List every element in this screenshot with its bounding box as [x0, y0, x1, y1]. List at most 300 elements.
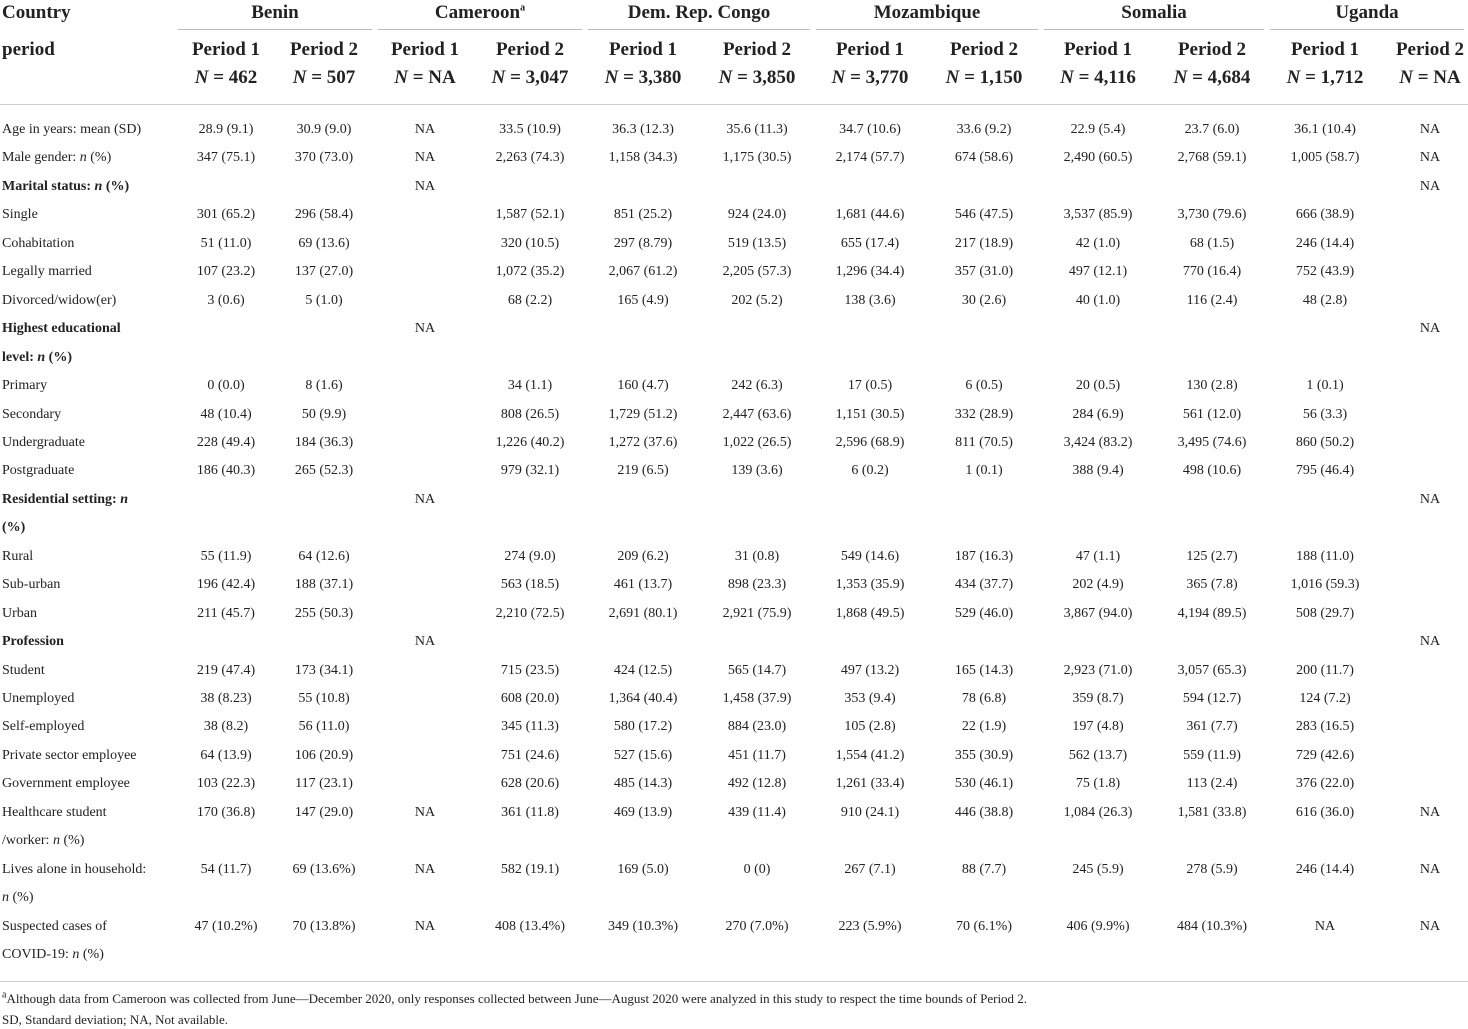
- table-cell: 2,768 (59.1): [1177, 150, 1247, 166]
- country-header: [376, 2, 584, 24]
- footnote-marker: a: [2, 989, 7, 1001]
- table-cell: 130 (2.8): [1186, 378, 1238, 394]
- table-cell: 64 (13.9): [200, 747, 252, 763]
- table-cell: 69 (13.6): [298, 235, 350, 251]
- table-cell: 2,596 (68.9): [835, 434, 905, 450]
- table-cell: 549 (14.6): [840, 548, 900, 564]
- country-header: [814, 2, 1040, 24]
- table-cell: 355 (30.9): [954, 747, 1014, 763]
- table-cell: 202 (5.2): [731, 292, 783, 308]
- table-cell: 674 (58.6): [954, 150, 1014, 166]
- table-cell: 188 (11.0): [1296, 548, 1354, 564]
- table-cell: NA: [414, 804, 436, 820]
- table-cell: 451 (11.7): [728, 747, 786, 763]
- table-cell: 580 (17.2): [613, 719, 673, 735]
- country-underline: [178, 29, 372, 30]
- table-cell: 34.7 (10.6): [839, 122, 901, 137]
- table-cell: NA: [414, 491, 436, 507]
- sample-size: N = 1,150: [945, 67, 1023, 88]
- table-cell: 147 (29.0): [294, 804, 354, 820]
- table-cell: 22.9 (5.4): [1070, 122, 1126, 137]
- table-cell: 353 (9.4): [844, 691, 896, 706]
- table-cell: 107 (23.2): [196, 264, 256, 280]
- country-name: Cameroon: [434, 2, 521, 23]
- table-cell: 297 (8.79): [613, 235, 673, 251]
- table-cell: 361 (11.8): [501, 804, 559, 820]
- table-cell: 170 (36.8): [196, 804, 256, 820]
- table-cell: 565 (14.7): [727, 662, 787, 678]
- table-cell: 22 (1.9): [961, 719, 1007, 735]
- table-cell: 33.5 (10.9): [499, 122, 561, 137]
- table-cell: 376 (22.0): [1295, 776, 1355, 792]
- table-cell: 2,067 (61.2): [608, 264, 678, 280]
- table-cell: 186 (40.3): [196, 463, 256, 479]
- table-cell: NA: [414, 861, 436, 877]
- table-cell: 1,084 (26.3): [1063, 804, 1133, 820]
- table-cell: 388 (9.4): [1072, 463, 1124, 479]
- table-cell: 38 (8.23): [200, 691, 252, 706]
- table-cell: NA: [414, 178, 436, 194]
- sample-size: N = 3,380: [604, 67, 682, 88]
- footnote-a: [2, 991, 1027, 1007]
- table-cell: 47 (1.1): [1075, 548, 1121, 564]
- table-cell: 530 (46.1): [954, 776, 1014, 792]
- row-label: Suspected cases of: [2, 918, 107, 934]
- country-underline: [378, 29, 582, 30]
- table-cell: 924 (24.0): [727, 207, 787, 223]
- table-cell: 1,868 (49.5): [835, 605, 905, 621]
- table-cell: 34 (1.1): [507, 378, 553, 394]
- table-cell: 219 (6.5): [617, 463, 669, 479]
- table-cell: 35.6 (11.3): [726, 122, 788, 137]
- table-cell: 5 (1.0): [305, 292, 343, 308]
- table-cell: 68 (1.5): [1189, 235, 1235, 251]
- table-cell: 75 (1.8): [1075, 776, 1121, 792]
- row-label: Single: [2, 207, 38, 223]
- table-cell: 3,730 (79.6): [1177, 207, 1247, 223]
- country-underline: [816, 29, 1038, 30]
- table-cell: 209 (6.2): [617, 548, 669, 564]
- table-cell: NA: [1419, 150, 1441, 166]
- sample-size: N = 1,712: [1286, 67, 1364, 88]
- table-cell: 1,364 (40.4): [608, 691, 678, 706]
- table-cell: 434 (37.7): [954, 577, 1014, 593]
- table-cell: 211 (45.7): [197, 605, 255, 621]
- table-cell: 770 (16.4): [1182, 264, 1242, 280]
- sample-size: N = 4,684: [1173, 67, 1251, 88]
- table-cell: 40 (1.0): [1075, 292, 1121, 308]
- table-cell: 42 (1.0): [1075, 235, 1121, 251]
- table-cell: 563 (18.5): [500, 577, 560, 593]
- table-cell: 2,447 (63.6): [722, 406, 792, 422]
- row-label: Government employee: [2, 776, 130, 792]
- table-cell: 78 (6.8): [961, 691, 1007, 706]
- table-cell: 1,005 (58.7): [1290, 150, 1360, 166]
- table-cell: 219 (47.4): [196, 662, 256, 678]
- table-cell: 860 (50.2): [1295, 434, 1355, 450]
- row-label: Undergraduate: [2, 434, 85, 450]
- table-cell: 408 (13.4%): [495, 918, 565, 934]
- row-label: Postgraduate: [2, 463, 75, 479]
- table-cell: 715 (23.5): [500, 662, 560, 678]
- table-cell: 2,210 (72.5): [495, 605, 565, 621]
- table-cell: 851 (25.2): [613, 207, 673, 223]
- row-label: Age in years: mean (SD): [2, 122, 142, 137]
- table-cell: 217 (18.9): [954, 235, 1014, 251]
- period-header: Period 2: [289, 39, 359, 60]
- table-cell: 519 (13.5): [727, 235, 787, 251]
- period-header: Period 1: [1063, 39, 1133, 60]
- row-label: Lives alone in household:: [2, 861, 147, 877]
- table-cell: 88 (7.7): [961, 861, 1007, 877]
- table-cell: 1,261 (33.4): [835, 776, 905, 792]
- table-cell: 1,729 (51.2): [608, 406, 678, 422]
- table-cell: 33.6 (9.2): [956, 122, 1012, 137]
- table-cell: 1 (0.1): [1306, 378, 1344, 394]
- table-cell: 808 (26.5): [500, 406, 560, 422]
- table-cell: 51 (11.0): [200, 235, 252, 251]
- table-cell: NA: [414, 918, 436, 934]
- table-cell: 54 (11.7): [200, 861, 252, 877]
- table-cell: 2,174 (57.7): [835, 150, 905, 166]
- table-cell: 546 (47.5): [954, 207, 1014, 223]
- table-cell: NA: [414, 321, 436, 337]
- period-header: Period 2: [949, 39, 1019, 60]
- country-underline: [588, 29, 810, 30]
- table-cell: 8 (1.6): [305, 378, 343, 394]
- table-cell: 55 (11.9): [200, 548, 252, 564]
- table-cell: 103 (22.3): [196, 776, 256, 792]
- table-cell: 485 (14.3): [613, 776, 673, 792]
- table-cell: 116 (2.4): [1186, 292, 1238, 308]
- table-cell: 117 (23.1): [295, 776, 353, 792]
- table-cell: 345 (11.3): [501, 719, 559, 735]
- row-label: Self-employed: [2, 719, 85, 735]
- table-cell: 169 (5.0): [617, 861, 669, 877]
- table-cell: NA: [1419, 321, 1441, 337]
- table-cell: 320 (10.5): [500, 235, 560, 251]
- footnote-abbreviations: SD, Standard deviation; NA, Not available.: [2, 1012, 229, 1027]
- table-cell: 628 (20.6): [500, 776, 560, 792]
- row-label: Rural: [2, 548, 34, 564]
- table-cell: 1,151 (30.5): [835, 406, 905, 422]
- table-cell: 529 (46.0): [954, 605, 1014, 621]
- table-cell: 124 (7.2): [1299, 691, 1351, 706]
- sample-size: N = 3,850: [718, 67, 796, 88]
- table-cell: 246 (14.4): [1295, 861, 1355, 877]
- period-header: Period 2: [495, 39, 565, 60]
- row-label: Primary: [2, 378, 48, 394]
- table-cell: 359 (8.7): [1072, 691, 1124, 706]
- row-label: /worker: n (%): [2, 833, 85, 849]
- table-cell: 105 (2.8): [844, 719, 896, 735]
- country-name: Uganda: [1335, 2, 1399, 23]
- table-cell: 2,921 (75.9): [722, 605, 792, 621]
- header-divider: [0, 104, 1468, 105]
- table-cell: 347 (75.1): [196, 150, 256, 166]
- table-cell: 196 (42.4): [196, 577, 256, 593]
- row-label: Residential setting: n: [2, 491, 129, 507]
- table-cell: 30 (2.6): [961, 292, 1007, 308]
- table-cell: 17 (0.5): [847, 378, 893, 394]
- table-cell: 278 (5.9): [1186, 861, 1238, 877]
- table-cell: 64 (12.6): [298, 548, 350, 564]
- table-cell: 361 (7.7): [1186, 719, 1238, 735]
- table-cell: 160 (4.7): [617, 378, 669, 394]
- table-cell: 187 (16.3): [954, 548, 1014, 564]
- table-cell: 1,272 (37.6): [608, 434, 678, 450]
- row-label: COVID-19: n (%): [2, 947, 104, 963]
- table-cell: NA: [414, 634, 436, 650]
- table-cell: 70 (13.8%): [292, 918, 356, 934]
- table-cell: 1,458 (37.9): [722, 691, 792, 706]
- table-bottom-divider: [0, 981, 1468, 982]
- table-cell: 811 (70.5): [955, 434, 1013, 450]
- table-cell: 48 (10.4): [200, 406, 252, 422]
- table-cell: 36.3 (12.3): [612, 122, 674, 137]
- table-cell: 1,581 (33.8): [1177, 804, 1247, 820]
- row-label: Legally married: [2, 264, 92, 280]
- country-header: [1042, 2, 1266, 24]
- country-header: [1268, 2, 1466, 24]
- table-cell: 68 (2.2): [507, 292, 553, 308]
- table-cell: 508 (29.7): [1295, 605, 1355, 621]
- table-cell: 30.9 (9.0): [296, 122, 352, 137]
- table-cell: 47 (10.2%): [194, 918, 258, 934]
- table-cell: 406 (9.9%): [1066, 918, 1130, 934]
- table-cell: NA: [1419, 861, 1441, 877]
- table-cell: 484 (10.3%): [1177, 918, 1247, 934]
- table-cell: 184 (36.3): [294, 434, 354, 450]
- row-label: level: n (%): [2, 349, 72, 365]
- country-name: Dem. Rep. Congo: [627, 2, 771, 23]
- table-cell: 559 (11.9): [1183, 747, 1241, 763]
- table-cell: 69 (13.6%): [292, 861, 356, 877]
- period-header: Period 2: [1395, 39, 1465, 60]
- table-cell: 910 (24.1): [840, 804, 900, 820]
- table-cell: 332 (28.9): [954, 406, 1014, 422]
- table-cell: 242 (6.3): [731, 378, 783, 394]
- row-label: Divorced/widow(er): [2, 292, 117, 308]
- table-cell: 3 (0.6): [207, 292, 245, 308]
- row-label: Student: [2, 662, 45, 678]
- table-cell: 31 (0.8): [734, 548, 780, 564]
- table-cell: 137 (27.0): [294, 264, 354, 280]
- period-header: Period 1: [191, 39, 261, 60]
- table-cell: 898 (23.3): [727, 577, 787, 593]
- table-cell: NA: [1419, 491, 1441, 507]
- sample-size: N = 462: [194, 67, 258, 88]
- table-cell: 979 (32.1): [500, 463, 560, 479]
- row-label: Highest educational: [2, 321, 121, 337]
- table-cell: 594 (12.7): [1182, 691, 1242, 706]
- table-cell: 884 (23.0): [727, 719, 787, 735]
- table-cell: 469 (13.9): [613, 804, 673, 820]
- table-cell: 498 (10.6): [1182, 463, 1242, 479]
- table-cell: 301 (65.2): [196, 207, 256, 223]
- table-cell: 349 (10.3%): [608, 918, 678, 934]
- sample-size: N = 4,116: [1060, 67, 1136, 88]
- header-country-label: Country: [2, 2, 71, 23]
- table-cell: 113 (2.4): [1186, 776, 1238, 792]
- table-cell: NA: [414, 122, 436, 137]
- table-cell: 38 (8.2): [203, 719, 249, 735]
- table-cell: 1,587 (52.1): [495, 207, 565, 223]
- row-label: Marital status: n (%): [2, 178, 130, 194]
- table-cell: 370 (73.0): [294, 150, 354, 166]
- row-label: Secondary: [2, 406, 62, 422]
- country-name: Mozambique: [873, 2, 981, 23]
- sample-size: N = NA: [1399, 67, 1461, 88]
- table-cell: 56 (3.3): [1302, 406, 1348, 422]
- table-cell: 608 (20.0): [500, 691, 560, 706]
- footnote-a-text: Although data from Cameroon was collected from June—December 2020, only responses collected between June—August 2020 were analyzed in this study to respect the time bounds of Period 2.: [6, 991, 1028, 1006]
- table-cell: 6 (0.2): [851, 463, 889, 479]
- sample-size: N = 3,047: [491, 67, 569, 88]
- table-cell: 3,057 (65.3): [1177, 662, 1247, 678]
- table-cell: NA: [1314, 918, 1336, 934]
- table-cell: 138 (3.6): [844, 292, 896, 308]
- table-cell: 492 (12.8): [727, 776, 787, 792]
- table-cell: 55 (10.8): [298, 691, 350, 706]
- table-cell: 70 (6.1%): [956, 918, 1012, 934]
- table-cell: 357 (31.0): [954, 264, 1014, 280]
- table-cell: 752 (43.9): [1295, 264, 1355, 280]
- table-cell: 2,205 (57.3): [722, 264, 792, 280]
- sample-size: N = 507: [292, 67, 356, 88]
- table-cell: 188 (37.1): [294, 577, 354, 593]
- table-cell: NA: [1419, 178, 1441, 194]
- table-cell: 2,923 (71.0): [1063, 662, 1133, 678]
- table-cell: 562 (13.7): [1068, 747, 1128, 763]
- country-name: Somalia: [1121, 2, 1187, 23]
- period-header: Period 1: [390, 39, 460, 60]
- table-cell: 3,424 (83.2): [1063, 434, 1133, 450]
- table-cell: 616 (36.0): [1295, 804, 1355, 820]
- table-cell: 265 (52.3): [294, 463, 354, 479]
- table-cell: 139 (3.6): [731, 463, 783, 479]
- table-cell: NA: [1419, 918, 1441, 934]
- table-cell: 228 (49.4): [196, 434, 256, 450]
- table-cell: 223 (5.9%): [838, 918, 902, 934]
- table-cell: 751 (24.6): [500, 747, 560, 763]
- table-cell: 270 (7.0%): [725, 918, 789, 934]
- table-cell: 1,681 (44.6): [835, 207, 905, 223]
- row-label: Male gender: n (%): [2, 150, 112, 166]
- table-cell: 267 (7.1): [844, 861, 896, 877]
- table-cell: 439 (11.4): [728, 804, 786, 820]
- header-period-label: period: [2, 39, 55, 60]
- row-label: Healthcare student: [2, 804, 107, 820]
- table-cell: 106 (20.9): [294, 747, 354, 763]
- table-cell: 1,296 (34.4): [835, 264, 905, 280]
- table-cell: 284 (6.9): [1072, 406, 1124, 422]
- table-cell: 3,495 (74.6): [1177, 434, 1247, 450]
- row-label: Cohabitation: [2, 235, 75, 251]
- table-cell: 0 (0.0): [207, 378, 245, 394]
- table-cell: 2,263 (74.3): [495, 150, 565, 166]
- table-cell: 28.9 (9.1): [198, 122, 254, 137]
- table-cell: 3,867 (94.0): [1063, 605, 1133, 621]
- table-cell: 561 (12.0): [1182, 406, 1242, 422]
- table-cell: 424 (12.5): [613, 662, 673, 678]
- country-footnote-marker: a: [520, 2, 526, 14]
- row-label: (%): [2, 520, 26, 536]
- table-cell: 255 (50.3): [294, 605, 354, 621]
- table-cell: 56 (11.0): [298, 719, 350, 735]
- table-cell: 1,554 (41.2): [835, 747, 905, 763]
- table-cell: 497 (13.2): [840, 662, 900, 678]
- table-cell: 200 (11.7): [1296, 662, 1354, 678]
- table-cell: NA: [1419, 804, 1441, 820]
- table-cell: 245 (5.9): [1072, 861, 1124, 877]
- period-header: Period 1: [1290, 39, 1360, 60]
- table-cell: 0 (0): [743, 861, 771, 877]
- table-cell: 1,175 (30.5): [722, 150, 792, 166]
- table-cell: 1,022 (26.5): [722, 434, 792, 450]
- row-label: Sub-urban: [2, 577, 61, 593]
- period-header: Period 2: [722, 39, 792, 60]
- table-cell: 165 (14.3): [954, 662, 1014, 678]
- table-cell: 527 (15.6): [613, 747, 673, 763]
- table-cell: 2,490 (60.5): [1063, 150, 1133, 166]
- table-cell: 729 (42.6): [1295, 747, 1355, 763]
- table-cell: 2,691 (80.1): [608, 605, 678, 621]
- period-header: Period 1: [835, 39, 905, 60]
- table-cell: 1,016 (59.3): [1290, 577, 1360, 593]
- table-cell: 197 (4.8): [1072, 719, 1124, 735]
- sample-size: N = NA: [394, 67, 456, 88]
- table-cell: 1,226 (40.2): [495, 434, 565, 450]
- table-cell: 582 (19.1): [500, 861, 560, 877]
- table-cell: 446 (38.8): [954, 804, 1014, 820]
- table-cell: 365 (7.8): [1186, 577, 1238, 593]
- table-cell: 36.1 (10.4): [1294, 122, 1356, 137]
- table-cell: 48 (2.8): [1302, 292, 1348, 308]
- table-cell: NA: [1419, 122, 1441, 137]
- table-cell: 173 (34.1): [294, 662, 354, 678]
- table-cell: 497 (12.1): [1068, 264, 1128, 280]
- table-cell: 666 (38.9): [1295, 207, 1355, 223]
- row-label: Private sector employee: [2, 747, 137, 763]
- table-cell: 246 (14.4): [1295, 235, 1355, 251]
- table-cell: 23.7 (6.0): [1184, 122, 1240, 137]
- country-header: [176, 2, 374, 24]
- sample-size: N = 3,770: [831, 67, 909, 88]
- table-cell: NA: [1419, 634, 1441, 650]
- table-cell: 165 (4.9): [617, 292, 669, 308]
- table-cell: 20 (0.5): [1075, 378, 1121, 394]
- table-cell: 4,194 (89.5): [1177, 605, 1247, 621]
- row-label: Urban: [2, 605, 37, 621]
- table-cell: 461 (13.7): [613, 577, 673, 593]
- table-cell: 125 (2.7): [1186, 548, 1238, 564]
- table-cell: 1,072 (35.2): [495, 264, 565, 280]
- table-cell: 274 (9.0): [504, 548, 556, 564]
- table-cell: 6 (0.5): [965, 378, 1003, 394]
- table-cell: 1,158 (34.3): [608, 150, 678, 166]
- country-name: Benin: [251, 2, 299, 23]
- row-label: Unemployed: [2, 691, 75, 706]
- table-cell: 1 (0.1): [965, 463, 1003, 479]
- country-underline: [1270, 29, 1464, 30]
- table-cell: 202 (4.9): [1072, 577, 1124, 593]
- table-cell: 296 (58.4): [294, 207, 354, 223]
- row-label: n (%): [2, 890, 34, 906]
- row-label: Profession: [2, 634, 64, 650]
- table-cell: 1,353 (35.9): [835, 577, 905, 593]
- country-header: [586, 2, 812, 24]
